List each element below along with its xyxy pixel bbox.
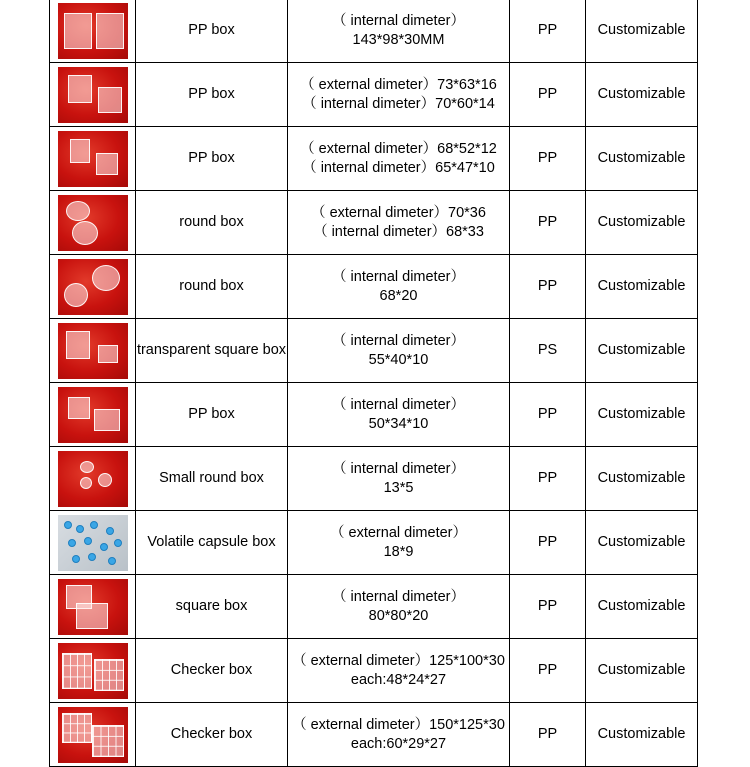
table-row bbox=[50, 63, 698, 127]
small-round-box-icon bbox=[58, 451, 128, 507]
product-image-cell bbox=[50, 383, 136, 447]
square-box-icon bbox=[58, 579, 128, 635]
product-image-cell bbox=[50, 127, 136, 191]
product-material: PP bbox=[510, 0, 586, 63]
product-dimensions: （ external dimeter）70*36 （ internal dimeter）68*33 bbox=[288, 191, 510, 255]
product-name: PP box bbox=[136, 383, 288, 447]
pp-box-icon bbox=[58, 67, 128, 123]
product-material: PP bbox=[510, 447, 586, 511]
table-row bbox=[50, 639, 698, 703]
product-name: PP box bbox=[136, 127, 288, 191]
product-name: Volatile capsule box bbox=[136, 511, 288, 575]
product-customizable: Customizable bbox=[586, 127, 698, 191]
product-material: PP bbox=[510, 511, 586, 575]
product-material: PS bbox=[510, 319, 586, 383]
product-name: PP box bbox=[136, 63, 288, 127]
product-image-cell bbox=[50, 447, 136, 511]
product-customizable: Customizable bbox=[586, 63, 698, 127]
table-row bbox=[50, 703, 698, 767]
product-dimensions: （ external dimeter）68*52*12 （ internal dimeter）65*47*10 bbox=[288, 127, 510, 191]
product-name: PP box bbox=[136, 0, 288, 63]
table-row bbox=[50, 319, 698, 383]
table-row bbox=[50, 511, 698, 575]
product-image-cell bbox=[50, 703, 136, 767]
checker-box-icon bbox=[58, 643, 128, 699]
table-row bbox=[50, 575, 698, 639]
table-row bbox=[50, 0, 698, 63]
product-name: square box bbox=[136, 575, 288, 639]
round-box-icon bbox=[58, 195, 128, 251]
pp-box-icon bbox=[58, 131, 128, 187]
product-image-cell bbox=[50, 511, 136, 575]
product-name: Small round box bbox=[136, 447, 288, 511]
product-material: PP bbox=[510, 383, 586, 447]
product-name: round box bbox=[136, 255, 288, 319]
table-row bbox=[50, 191, 698, 255]
product-image-cell bbox=[50, 255, 136, 319]
product-dimensions: （ internal dimeter） 80*80*20 bbox=[288, 575, 510, 639]
product-dimensions: （ internal dimeter） 143*98*30MM bbox=[288, 0, 510, 63]
product-customizable: Customizable bbox=[586, 511, 698, 575]
product-material: PP bbox=[510, 703, 586, 767]
product-dimensions: （ internal dimeter） 13*5 bbox=[288, 447, 510, 511]
product-material: PP bbox=[510, 575, 586, 639]
product-rows bbox=[50, 0, 698, 767]
product-dimensions: （ external dimeter）125*100*30 each:48*24*27 bbox=[288, 639, 510, 703]
pp-box-icon bbox=[58, 387, 128, 443]
product-image-cell bbox=[50, 0, 136, 63]
table-row bbox=[50, 255, 698, 319]
product-customizable: Customizable bbox=[586, 447, 698, 511]
checker-box-icon bbox=[58, 707, 128, 763]
product-dimensions: （ internal dimeter） 68*20 bbox=[288, 255, 510, 319]
table-row bbox=[50, 127, 698, 191]
capsule-box-icon bbox=[58, 515, 128, 571]
product-dimensions: （ internal dimeter） 50*34*10 bbox=[288, 383, 510, 447]
product-name: Checker box bbox=[136, 703, 288, 767]
product-image-cell bbox=[50, 63, 136, 127]
product-material: PP bbox=[510, 127, 586, 191]
round-box-icon bbox=[58, 259, 128, 315]
product-image-cell bbox=[50, 319, 136, 383]
pp-box-large-icon bbox=[58, 3, 128, 59]
product-customizable: Customizable bbox=[586, 575, 698, 639]
table-row bbox=[50, 383, 698, 447]
product-name: transparent square box bbox=[136, 319, 288, 383]
product-material: PP bbox=[510, 191, 586, 255]
product-dimensions: （ internal dimeter） 55*40*10 bbox=[288, 319, 510, 383]
product-customizable: Customizable bbox=[586, 703, 698, 767]
product-name: round box bbox=[136, 191, 288, 255]
product-name: Checker box bbox=[136, 639, 288, 703]
product-customizable: Customizable bbox=[586, 383, 698, 447]
product-image-cell bbox=[50, 191, 136, 255]
product-image-cell bbox=[50, 639, 136, 703]
product-customizable: Customizable bbox=[586, 639, 698, 703]
product-customizable: Customizable bbox=[586, 319, 698, 383]
product-dimensions: （ external dimeter）73*63*16 （ internal dimeter）70*60*14 bbox=[288, 63, 510, 127]
product-customizable: Customizable bbox=[586, 191, 698, 255]
transparent-square-box-icon bbox=[58, 323, 128, 379]
product-material: PP bbox=[510, 255, 586, 319]
product-material: PP bbox=[510, 63, 586, 127]
product-customizable: Customizable bbox=[586, 255, 698, 319]
product-customizable: Customizable bbox=[586, 0, 698, 63]
product-material: PP bbox=[510, 639, 586, 703]
product-image-cell bbox=[50, 575, 136, 639]
product-dimensions: （ external dimeter） 18*9 bbox=[288, 511, 510, 575]
table-row bbox=[50, 447, 698, 511]
product-dimensions: （ external dimeter）150*125*30 each:60*29*27 bbox=[288, 703, 510, 767]
product-table bbox=[49, 0, 698, 767]
